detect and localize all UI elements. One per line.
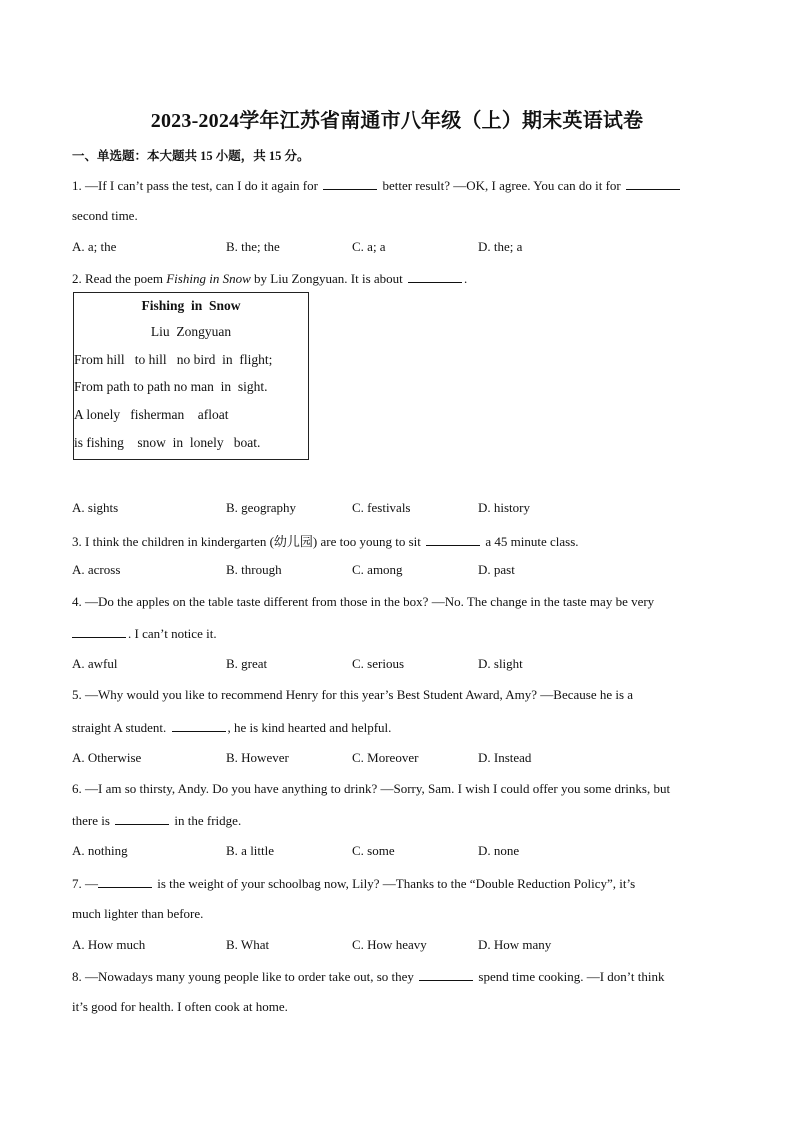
answer-blank [115, 812, 169, 825]
option-c[interactable]: C. among [352, 562, 403, 577]
option-c[interactable]: C. How heavy [352, 937, 427, 952]
option-a[interactable]: A. nothing [72, 843, 128, 858]
option-b[interactable]: B. However [226, 750, 289, 765]
option-d[interactable]: D. slight [478, 656, 523, 671]
option-c[interactable]: C. a; a [352, 239, 386, 254]
answer-blank [98, 875, 152, 888]
option-d[interactable]: D. Instead [478, 750, 532, 765]
answer-blank [419, 968, 473, 981]
option-c[interactable]: C. Moreover [352, 750, 419, 765]
question-2-line-1: 2. Read the poem Fishing in Snow by Liu Zongyuan. It is about . [72, 271, 468, 286]
answer-blank [323, 177, 377, 190]
question-6-line-2: there is in the fridge. [72, 813, 242, 828]
option-a[interactable]: A. awful [72, 656, 118, 671]
question-8-line-1: 8. —Nowadays many young people like to order take out, so they spend time cooking. —I don’t think [72, 969, 665, 984]
answer-blank [408, 270, 462, 283]
option-b[interactable]: B. the; the [226, 239, 280, 254]
poem-line-1: From hill to hill no bird in flight; [74, 352, 273, 367]
poem-author: Liu Zongyuan [150, 324, 232, 339]
option-b[interactable]: B. geography [226, 500, 297, 515]
answer-blank [426, 533, 480, 546]
section-heading: 一、单选题：本大题共 15 小题，共 15 分。 [72, 149, 310, 163]
poem-line-4: is fishing snow in lonely boat. [74, 435, 261, 450]
question-1-line-2: second time. [72, 208, 138, 223]
exam-title: 2023-2024学年江苏省南通市八年级（上）期末英语试卷 [150, 110, 644, 132]
option-b[interactable]: B. a little [226, 843, 275, 858]
answer-blank [626, 177, 680, 190]
question-4-line-2: . I can’t notice it. [72, 625, 732, 642]
poem-line-3: A lonely fisherman afloat [74, 407, 229, 422]
question-5-line-1: 5. —Why would you like to recommend Henry for this year’s Best Student Award, Amy? —Because he is a [72, 687, 634, 702]
question-4-line-1: 4. —Do the apples on the table taste different from those in the box? —No. The change in the taste may be very [72, 594, 655, 609]
answer-blank [172, 719, 226, 732]
option-b[interactable]: B. What [226, 937, 270, 952]
poem-box [73, 292, 309, 460]
option-a[interactable]: A. How much [72, 937, 146, 952]
answer-blank [72, 625, 126, 638]
option-c[interactable]: C. serious [352, 656, 404, 671]
option-c[interactable]: C. festivals [352, 500, 411, 515]
option-d[interactable]: D. How many [478, 937, 552, 952]
option-d[interactable]: D. past [478, 562, 515, 577]
question-7-line-2: much lighter than before. [72, 906, 204, 921]
option-d[interactable]: D. the; a [478, 239, 523, 254]
question-1-line-1: 1. —If I can’t pass the test, can I do it again for better result? —OK, I agree. You can do it for [72, 177, 732, 194]
option-b[interactable]: B. great [226, 656, 268, 671]
question-6-line-1: 6. —I am so thirsty, Andy. Do you have anything to drink? —Sorry, Sam. I wish I could offer you some drinks, but [72, 781, 671, 796]
option-d[interactable]: D. history [478, 500, 530, 515]
question-3-line-1: 3. I think the children in kindergarten (幼儿园) are too young to sit a 45 minute class. [72, 534, 579, 549]
option-a[interactable]: A. Otherwise [72, 750, 142, 765]
question-8-line-2: it’s good for health. I often cook at home. [72, 999, 288, 1014]
option-a[interactable]: A. across [72, 562, 121, 577]
poem-line-2: From path to path no man in sight. [74, 379, 268, 394]
question-5-line-2: straight A student. , he is kind hearted and helpful. [72, 720, 392, 735]
poem-title: Fishing in Snow [141, 298, 241, 313]
option-a[interactable]: A. a; the [72, 239, 117, 254]
option-a[interactable]: A. sights [72, 500, 119, 515]
question-7-line-1: 7. — is the weight of your schoolbag now, Lily? —Thanks to the “Double Reduction Policy”, it’s [72, 876, 636, 891]
option-c[interactable]: C. some [352, 843, 395, 858]
option-d[interactable]: D. none [478, 843, 520, 858]
option-b[interactable]: B. through [226, 562, 282, 577]
